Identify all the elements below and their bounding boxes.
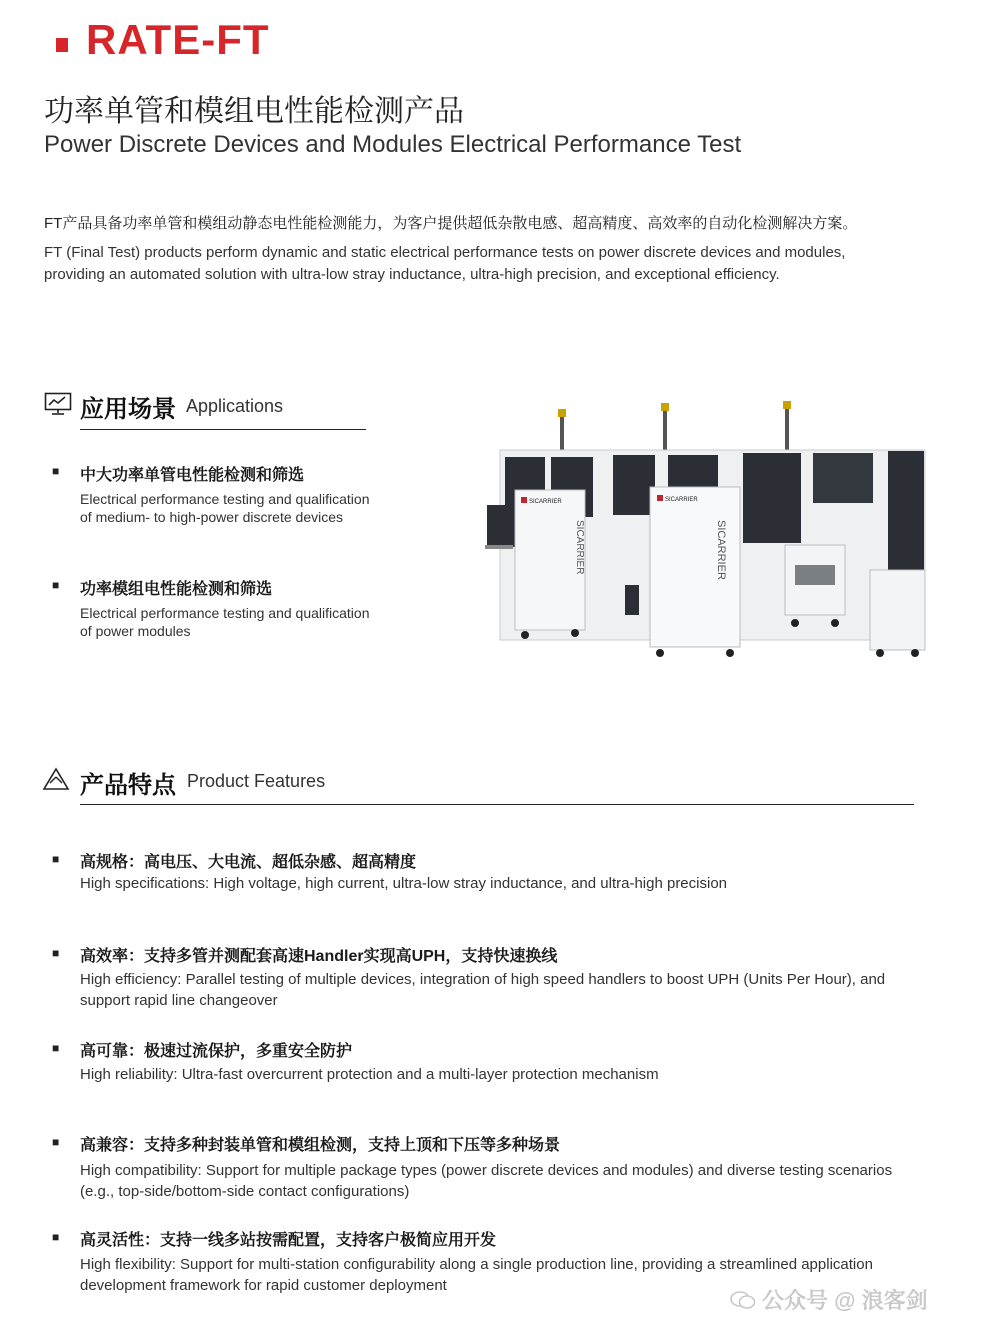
svg-text:SICARRIER: SICARRIER <box>529 499 562 505</box>
applications-rule <box>80 429 366 430</box>
feature-item-cn: 高规格：高电压、大电流、超低杂感、超高精度 <box>80 854 417 871</box>
bullet: ■ <box>52 578 60 592</box>
features-title-cn: 产品特点 <box>80 772 176 799</box>
intro-en: FT (Final Test) products perform dynamic and static electrical performance tests on power discrete devices and modules, providing an automated solution with ultra-low stray inductance, ultra-high precision, and exceptional efficiency. <box>44 244 846 283</box>
title-cn: 功率单管和模组电性能检测产品 <box>44 94 464 129</box>
feature-item-cn: 高兼容：支持多种封装单管和模组检测，支持上顶和下压等多种场景 <box>80 1137 561 1154</box>
applications-title-en: Applications <box>186 396 284 416</box>
bullet: ■ <box>52 1041 60 1055</box>
application-item-en: Electrical performance testing and qualification of medium- to high-power discrete devices <box>80 491 370 525</box>
application-item-cn: 中大功率单管电性能检测和筛选 <box>80 467 305 484</box>
feature-item-en: High flexibility: Support for multi-station configurability along a single production line, providing a streamlined application development framework for rapid customer deployment <box>80 1256 873 1294</box>
features-title-en: Product Features <box>187 771 326 791</box>
feature-item-cn: 高可靠：极速过流保护，多重安全防护 <box>80 1043 353 1060</box>
svg-text:SICARRIER: SICARRIER <box>665 497 698 503</box>
svg-text:SICARRIER: SICARRIER <box>715 520 727 580</box>
bullet: ■ <box>52 946 60 960</box>
intro-cn: FT产品具备功率单管和模组动静态电性能检测能力，为客户提供超低杂散电感、超高精度、高效率的自动化检测解决方案。 <box>44 215 858 232</box>
application-item-en: Electrical performance testing and qualification of power modules <box>80 605 370 639</box>
feature-item-en: High efficiency: Parallel testing of multiple devices, integration of high speed handlers to boost UPH (Units Per Hour), and support rapid line changeover <box>80 971 886 1009</box>
feature-item-en: High reliability: Ultra-fast overcurrent protection and a multi-layer protection mechanism <box>80 1066 659 1083</box>
title-en: Power Discrete Devices and Modules Electrical Performance Test <box>44 131 742 158</box>
watermark: 公众号 @ 浪客剑 <box>762 1288 928 1313</box>
bullet: ■ <box>52 464 60 478</box>
application-item-cn: 功率模组电性能检测和筛选 <box>80 581 273 598</box>
applications-title-cn: 应用场景 <box>80 396 176 423</box>
feature-item-en: High specifications: High voltage, high current, ultra-low stray inductance, and ultra-high precision <box>80 875 727 892</box>
wechat-icon <box>730 1290 756 1310</box>
monitor-chart-icon <box>44 392 72 416</box>
brand-mark <box>56 38 68 52</box>
bullet: ■ <box>52 1230 60 1244</box>
features-rule <box>80 804 914 805</box>
warning-triangle-icon <box>42 767 70 791</box>
bullet: ■ <box>52 1135 60 1149</box>
feature-item-en: High compatibility: Support for multiple package types (power discrete devices and modules) and diverse testing scenarios (e.g., top-side/bottom-side contact configurations) <box>80 1162 893 1200</box>
signal-light-icon <box>558 401 791 453</box>
feature-item-cn: 高灵活性：支持一线多站按需配置，支持客户极简应用开发 <box>80 1232 497 1249</box>
test-equipment-illustration <box>485 395 930 675</box>
feature-item-cn: 高效率：支持多管并测配套高速Handler实现高UPH，支持快速换线 <box>80 948 558 965</box>
brand-title: RATE-FT <box>86 16 270 63</box>
bullet: ■ <box>52 852 60 866</box>
svg-text:SICARRIER: SICARRIER <box>574 520 585 575</box>
